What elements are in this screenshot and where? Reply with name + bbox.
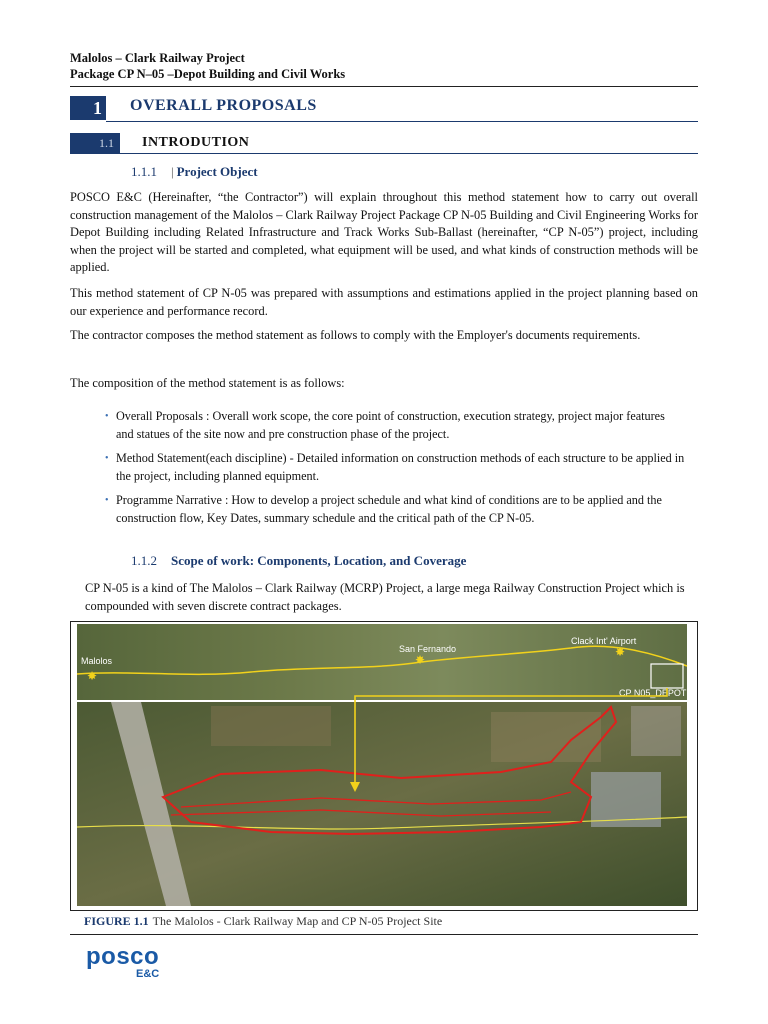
heading-separator: | (171, 164, 174, 179)
footer-divider (70, 934, 698, 935)
figure-caption-text: The Malolos - Clark Railway Map and CP N-05 Project Site (152, 914, 443, 928)
section-rule (106, 121, 698, 122)
project-map-figure (70, 621, 698, 911)
built-area-patch (631, 706, 681, 756)
heading-1-1-1 (131, 164, 258, 180)
heading-number: 1.1.2 (131, 553, 157, 568)
subsection-title: INTRODUTION (142, 135, 250, 150)
header-package-title: Package CP N–05 –Depot Building and Civil Works (70, 67, 346, 81)
station-star-icon: ✸ (87, 669, 98, 683)
paragraph-composition-intro: The composition of the method statement is as follows: (70, 376, 345, 390)
map-label-malolos: Malolos (81, 656, 113, 666)
heading-title: Scope of work: Components, Location, and Coverage (171, 553, 467, 568)
field-patch (491, 712, 601, 762)
map-label-san-fernando: San Fernando (399, 644, 457, 654)
heading-1-1-2 (131, 553, 466, 569)
heading-number: 1.1.1 (131, 164, 157, 179)
list-item: • Method Statement(each discipline) - Detailed information on construction methods of each structure to be applied in the project, including planned equipment. (105, 450, 685, 485)
map-label-clark-airport: Clack Int' Airport (571, 636, 637, 646)
station-star-icon: ✸ (415, 653, 426, 667)
figure-label: FIGURE 1.1 (84, 914, 149, 928)
figure-caption (84, 914, 442, 929)
subsection-rule (120, 153, 698, 154)
list-item: • Overall Proposals : Overall work scope, the core point of construction, execution strategy, project major features and statues of the site now and pre construction phase of the project. (105, 408, 685, 443)
section-number: 1 (70, 96, 106, 120)
list-item: • Programme Narrative : How to develop a project schedule and what kind of conditions are to be applied and the construction flow, Key Dates, summary schedule and the critical path of the CP N-05. (105, 492, 685, 527)
paragraph-scope: CP N-05 is a kind of The Malolos – Clark Railway (MCRP) Project, a large mega Railway Construction Project which is compounded with seven discrete contract packages. (85, 581, 685, 613)
subsection-number: 1.1 (70, 133, 120, 154)
posco-logo (86, 945, 166, 979)
heading-title: Project Object (176, 164, 258, 179)
paragraph-assumptions: This method statement of CP N-05 was prepared with assumptions and estimations applied in the project planning based on our experience and performance record. (70, 286, 698, 318)
paragraph-composition-purpose: The contractor composes the method statement as follows to comply with the Employer's documents requirements. (70, 328, 641, 342)
paragraph-intro: POSCO E&C (Hereinafter, “the Contractor”) will explain throughout this method statement how to carry out overall construction management of the Malolos – Clark Railway Project Package CP N-05 Building and Civil Engineering Works for Depot Building including Related Infrastructure and Track Works Sub-Ballast (hereinafter, “CP N-05”) project, including when the project will be started and completed, what equipment will be used, and what kinds of construction methods will be applied. (70, 190, 698, 274)
section-title: OVERALL PROPOSALS (130, 97, 317, 114)
field-patch (211, 706, 331, 746)
logo-subtext: E&C (136, 968, 160, 980)
map-label-depot: CP N05_DEPOT (619, 688, 687, 698)
station-star-icon: ✸ (615, 645, 626, 659)
satellite-map (71, 622, 698, 911)
section-heading-1-1 (70, 133, 698, 155)
composition-list (105, 408, 685, 534)
section-heading-1 (70, 94, 698, 122)
header-project-title: Malolos – Clark Railway Project (70, 51, 245, 65)
document-header (70, 50, 345, 82)
logo-wordmark: posco (86, 943, 160, 970)
header-divider (70, 86, 698, 87)
